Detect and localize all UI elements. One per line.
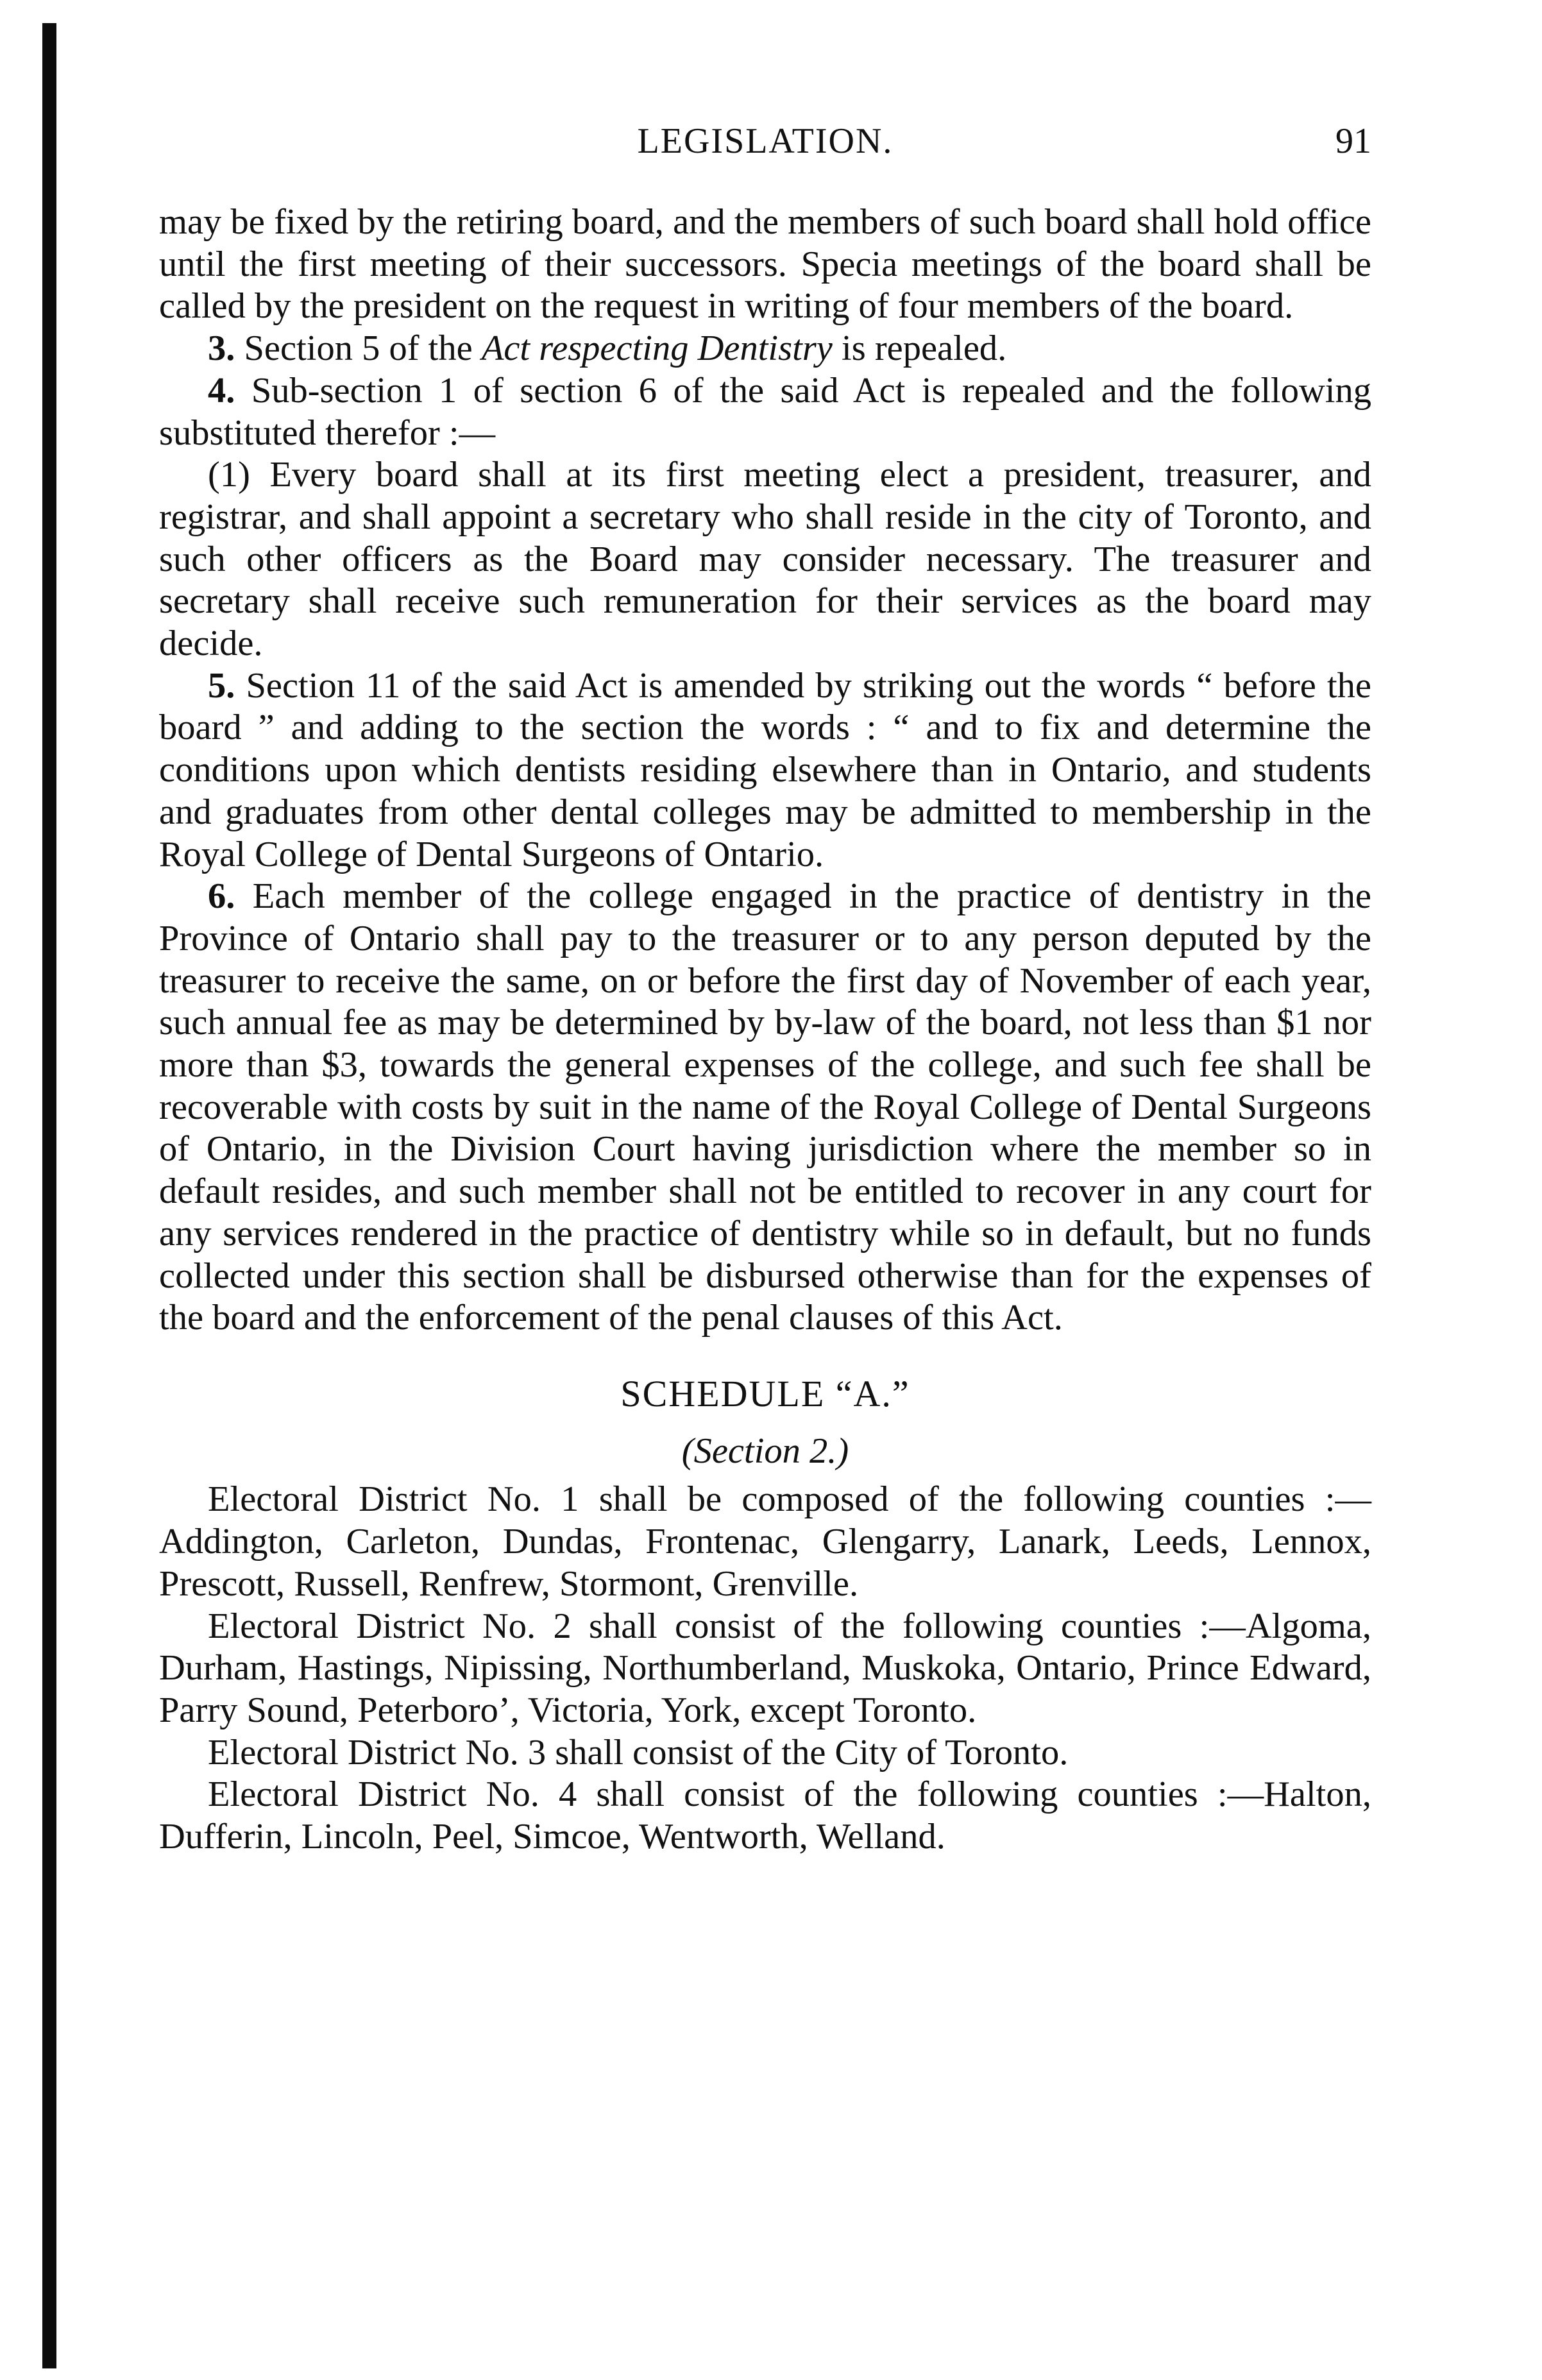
schedule-reference: (Section 2.) bbox=[681, 1431, 849, 1471]
section-5-paragraph bbox=[159, 665, 1371, 876]
section-6-number: 6. bbox=[208, 876, 235, 917]
section-4-text: Sub-section 1 of section 6 of the said Act is repealed and the following substituted therefor :— bbox=[159, 370, 1371, 453]
schedule-heading: SCHEDULE “A.” bbox=[620, 1372, 910, 1415]
continuation-paragraph: may be fixed by the retiring board, and the members of such board shall hold office until the first meeting of their successors. Specia meetings of the board shall be called by the president on the request in writing of four members of the board. bbox=[159, 202, 1371, 327]
section-6-text: Each member of the college engaged in the practice of dentistry in the Province of Ontario shall pay to the treasurer or to any person deputed by the treasurer to receive the same, on or before the first day of November of each year, such annual fee as may be determined by by-law of the board, not less than $1 nor more than $3, towards the general expenses of the college, and such fee shall be recoverable with costs by suit in the name of the Royal College of Dental Surgeons of Ontario, in the Division Court having jurisdiction where the member so in default resides, and such member shall not be entitled to recover in any court for any services rendered in the practice of dentistry while so in default, but no funds collected under this section shall be disbursed otherwise than for the expenses of the board and the enforcement of the penal clauses of this Act. bbox=[159, 876, 1371, 1338]
section-5-number: 5. bbox=[208, 665, 235, 706]
page-number: 91 bbox=[1335, 121, 1371, 161]
spacer bbox=[159, 1339, 1371, 1373]
main-text bbox=[159, 201, 1371, 1858]
electoral-district-1: Electoral District No. 1 shall be composed of the following counties :—Addington, Carleton, Dundas, Frontenac, Glengarry, Lanark, Leeds, Lennox, Prescott, Russell, Renfrew, Stormont, Grenville. bbox=[159, 1479, 1371, 1604]
section-5-text: Section 11 of the said Act is amended by striking out the words “ before the board ” and adding to the section the words : “ and to fix and determine the conditions upon which dentists residing elsewhere than in Ontario, and students and graduates from other dental colleges may be admitted to membership in the Royal College of Dental Surgeons of Ontario. bbox=[159, 665, 1371, 874]
section-3-number: 3. bbox=[208, 328, 235, 369]
section-6-paragraph bbox=[159, 876, 1371, 1339]
section-3-paragraph bbox=[159, 328, 1371, 370]
section-3-text-after: is repealed. bbox=[832, 328, 1007, 369]
electoral-district-2: Electoral District No. 2 shall consist of the following counties :—Algoma, Durham, Hastings, Nipissing, Northumberland, Muskoka, Ontario, Prince Edward, Parry Sound, Peterboro’, Victoria, York, except Toronto. bbox=[159, 1606, 1371, 1730]
act-title: Act respecting Dentistry bbox=[481, 328, 833, 369]
electoral-district-4: Electoral District No. 4 shall consist of the following counties :—Halton, Dufferin, Lincoln, Peel, Simcoe, Wentworth, Welland. bbox=[159, 1774, 1371, 1857]
section-3-text-before: Section 5 of the bbox=[235, 328, 482, 369]
electoral-district-3: Electoral District No. 3 shall consist of the City of Toronto. bbox=[208, 1732, 1069, 1772]
spacer bbox=[159, 1415, 1371, 1431]
spacer bbox=[159, 1472, 1371, 1479]
page-header bbox=[159, 115, 1371, 167]
section-4-subsection-1: (1) Every board shall at its first meeting elect a president, treasurer, and registrar, and shall appoint a secretary who shall reside in the city of Toronto, and such other officers as the Board may consider necessary. The treasurer and secretary shall receive such remuneration for their services as the board may decide. bbox=[159, 455, 1371, 664]
section-4-paragraph bbox=[159, 370, 1371, 454]
running-head: LEGISLATION. bbox=[637, 121, 894, 161]
section-4-number: 4. bbox=[208, 370, 235, 411]
binding-edge bbox=[42, 23, 56, 2368]
